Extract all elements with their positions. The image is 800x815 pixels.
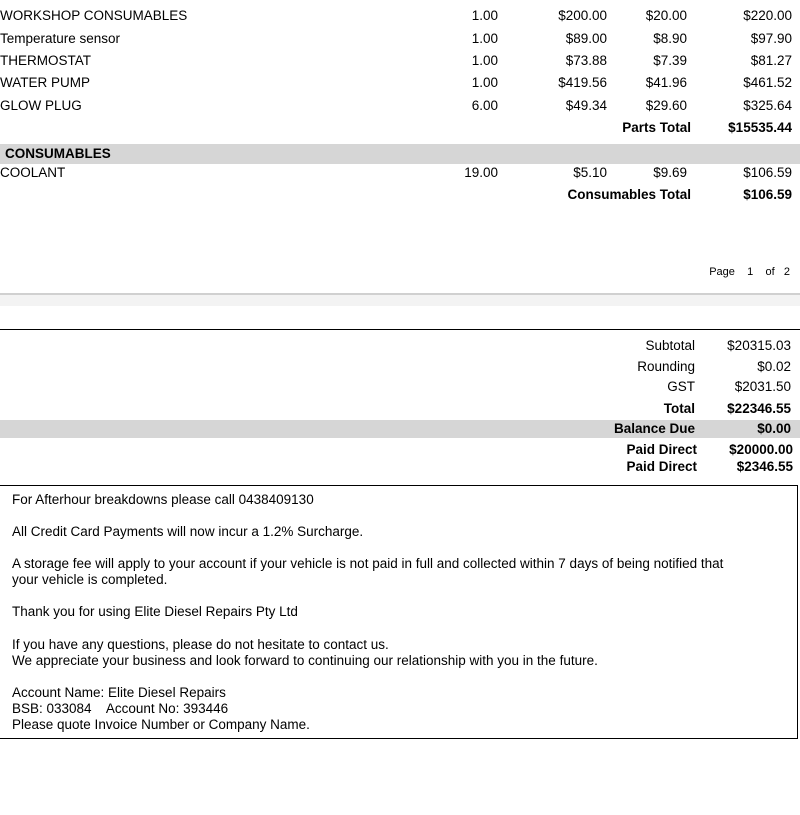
item-gst: $29.60 (645, 98, 687, 113)
item-qty: 1.00 (471, 53, 498, 68)
item-gst: $20.00 (645, 8, 687, 23)
item-unit-price: $5.10 (573, 165, 607, 180)
item-description: GLOW PLUG (0, 98, 82, 113)
item-qty: 19.00 (464, 165, 498, 180)
bsb-account-line: BSB: 033084 Account No: 393446 (12, 701, 229, 716)
gst-label: GST (667, 379, 695, 394)
page-total: 2 (783, 266, 790, 278)
payment-value: $2346.55 (736, 459, 793, 474)
page-number (709, 266, 790, 278)
item-total: $220.00 (743, 8, 792, 23)
item-description: Temperature sensor (0, 31, 121, 46)
parts-total-value: $15535.44 (728, 120, 792, 135)
appreciate-note: We appreciate your business and look forward to continuing our relationship with you in the future. (12, 653, 598, 668)
item-unit-price: $89.00 (565, 31, 607, 46)
item-unit-price: $49.34 (565, 98, 607, 113)
item-gst: $8.90 (653, 31, 687, 46)
item-unit-price: $200.00 (558, 8, 607, 23)
table-row (0, 29, 800, 51)
account-name: Account Name: Elite Diesel Repairs (12, 685, 226, 700)
payment-label: Paid Direct (626, 442, 697, 457)
balance-due-value: $0.00 (757, 421, 791, 436)
notes-box (0, 485, 798, 739)
page-label: Page (709, 266, 735, 278)
rounding-value: $0.02 (757, 359, 791, 374)
item-description: WORKSHOP CONSUMABLES (0, 8, 188, 23)
item-description: WATER PUMP (0, 75, 90, 90)
item-qty: 1.00 (471, 8, 498, 23)
page-of-label: of (765, 266, 775, 278)
item-gst: $9.69 (653, 165, 687, 180)
consumables-total-label: Consumables Total (567, 187, 691, 202)
gst-value: $2031.50 (734, 379, 791, 394)
quote-note: Please quote Invoice Number or Company Name. (12, 717, 310, 732)
item-qty: 1.00 (471, 75, 498, 90)
storage-note-line1: A storage fee will apply to your account if your vehicle is not paid in full and collected within 7 days of being notified that (12, 556, 724, 571)
afterhours-note: For Afterhour breakdowns please call 0438409130 (12, 492, 314, 507)
questions-note: If you have any questions, please do not hesitate to contact us. (12, 637, 389, 652)
parts-total-label: Parts Total (622, 120, 691, 135)
balance-due-label: Balance Due (613, 421, 695, 436)
table-row (0, 163, 800, 185)
thanks-note: Thank you for using Elite Diesel Repairs Pty Ltd (12, 604, 298, 619)
item-qty: 1.00 (471, 31, 498, 46)
item-description: COOLANT (0, 165, 66, 180)
item-total: $325.64 (743, 98, 792, 113)
page-gap (0, 295, 800, 306)
table-row (0, 51, 800, 73)
table-row (0, 73, 800, 95)
item-total: $461.52 (743, 75, 792, 90)
summary-divider (0, 329, 800, 330)
item-total: $97.90 (750, 31, 792, 46)
consumables-heading: CONSUMABLES (5, 146, 111, 161)
item-qty: 6.00 (471, 98, 498, 113)
subtotal-label: Subtotal (645, 338, 695, 353)
total-value: $22346.55 (727, 401, 791, 416)
surcharge-note: All Credit Card Payments will now incur a 1.2% Surcharge. (12, 524, 364, 539)
consumables-heading-bar (0, 144, 800, 164)
item-unit-price: $419.56 (558, 75, 607, 90)
table-row (0, 6, 800, 28)
item-gst: $7.39 (653, 53, 687, 68)
item-gst: $41.96 (645, 75, 687, 90)
storage-note-line2: your vehicle is completed. (12, 572, 168, 587)
page-current: 1 (747, 266, 754, 278)
item-unit-price: $73.88 (565, 53, 607, 68)
item-total: $106.59 (743, 165, 792, 180)
payment-value: $20000.00 (729, 442, 793, 457)
payment-label: Paid Direct (626, 459, 697, 474)
item-total: $81.27 (750, 53, 792, 68)
consumables-total-value: $106.59 (743, 187, 792, 202)
item-description: THERMOSTAT (0, 53, 91, 68)
total-label: Total (663, 401, 695, 416)
table-row (0, 96, 800, 118)
subtotal-value: $20315.03 (727, 338, 791, 353)
rounding-label: Rounding (637, 359, 695, 374)
